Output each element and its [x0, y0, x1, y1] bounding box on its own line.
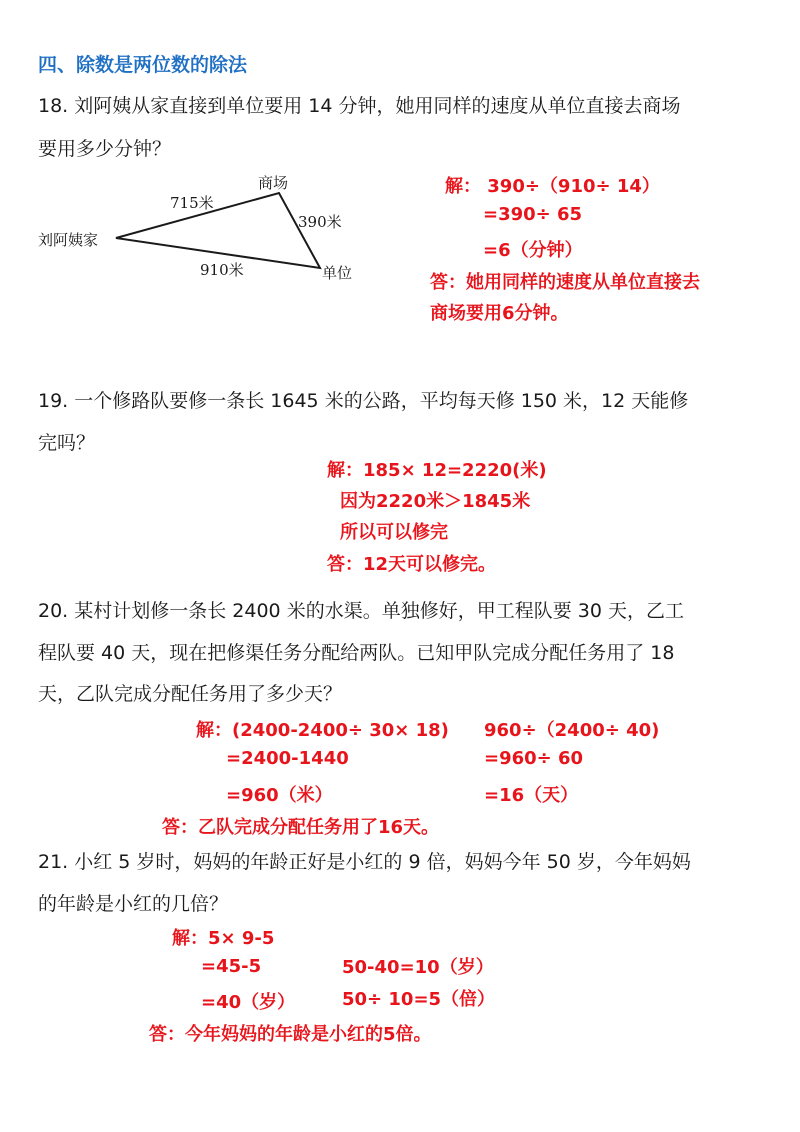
solution-line: =960（米） [226, 785, 333, 806]
section-title: 四、除数是两位数的除法 [38, 54, 248, 76]
answer-line: 答：她用同样的速度从单位直接去 [430, 272, 700, 293]
solution-line: 解： 390÷（910÷ 14） [445, 176, 660, 197]
problem-text-line: 18. 刘阿姨从家直接到单位要用 14 分钟，她用同样的速度从单位直接去商场 [38, 95, 681, 117]
solution-line: =45-5 [201, 956, 262, 977]
answer-line: 答：12天可以修完。 [327, 554, 497, 575]
solution-line: 解：185× 12=2220(米) [327, 460, 547, 481]
solution-line: 960÷（2400÷ 40) [484, 720, 660, 741]
answer-line: 答：今年妈妈的年龄是小红的5倍。 [149, 1024, 432, 1045]
solution-line: =2400-1440 [226, 748, 349, 769]
solution-line: 解：(2400-2400÷ 30× 18) [196, 720, 449, 741]
solution-line: =40（岁） [201, 992, 296, 1013]
distance-home-mall: 715米 [170, 194, 214, 212]
problem-text-line: 要用多少分钟？ [38, 138, 172, 160]
distance-home-office: 910米 [200, 261, 244, 279]
problem-text-line: 19. 一个修路队要修一条长 1645 米的公路，平均每天修 150 米，12 天能修 [38, 390, 689, 412]
problem-text-line: 完吗？ [38, 432, 96, 454]
solution-line: =6（分钟） [483, 240, 583, 261]
problem-text-line: 20. 某村计划修一条长 2400 米的水渠。单独修好，甲工程队要 30 天，乙工 [38, 600, 684, 622]
route-triangle [116, 193, 320, 268]
solution-line: =390÷ 65 [483, 204, 583, 225]
solution-line: 因为2220米＞1845米 [340, 491, 531, 512]
answer-line: 商场要用6分钟。 [430, 303, 569, 324]
office-label: 单位 [322, 264, 353, 282]
answer-line: 答：乙队完成分配任务用了16天。 [162, 817, 440, 838]
problem-text-line: 21. 小红 5 岁时，妈妈的年龄正好是小红的 9 倍，妈妈今年 50 岁，今年妈妈 [38, 851, 691, 873]
solution-line: 所以可以修完 [340, 522, 448, 543]
solution-line: 50-40=10（岁） [342, 957, 494, 978]
problem-text-line: 程队要 40 天，现在把修渠任务分配给两队。已知甲队完成分配任务用了 18 [38, 642, 675, 664]
home-label: 刘阿姨家 [38, 231, 99, 249]
solution-line: =16（天） [484, 785, 579, 806]
solution-line: 50÷ 10=5（倍） [342, 989, 496, 1010]
mall-label: 商场 [258, 174, 289, 192]
distance-mall-office: 390米 [298, 213, 342, 231]
problem-text-line: 天，乙队完成分配任务用了多少天？ [38, 683, 343, 705]
solution-line: 解：5× 9-5 [172, 928, 275, 949]
problem-text-line: 的年龄是小红的几倍？ [38, 893, 229, 915]
solution-line: =960÷ 60 [484, 748, 584, 769]
